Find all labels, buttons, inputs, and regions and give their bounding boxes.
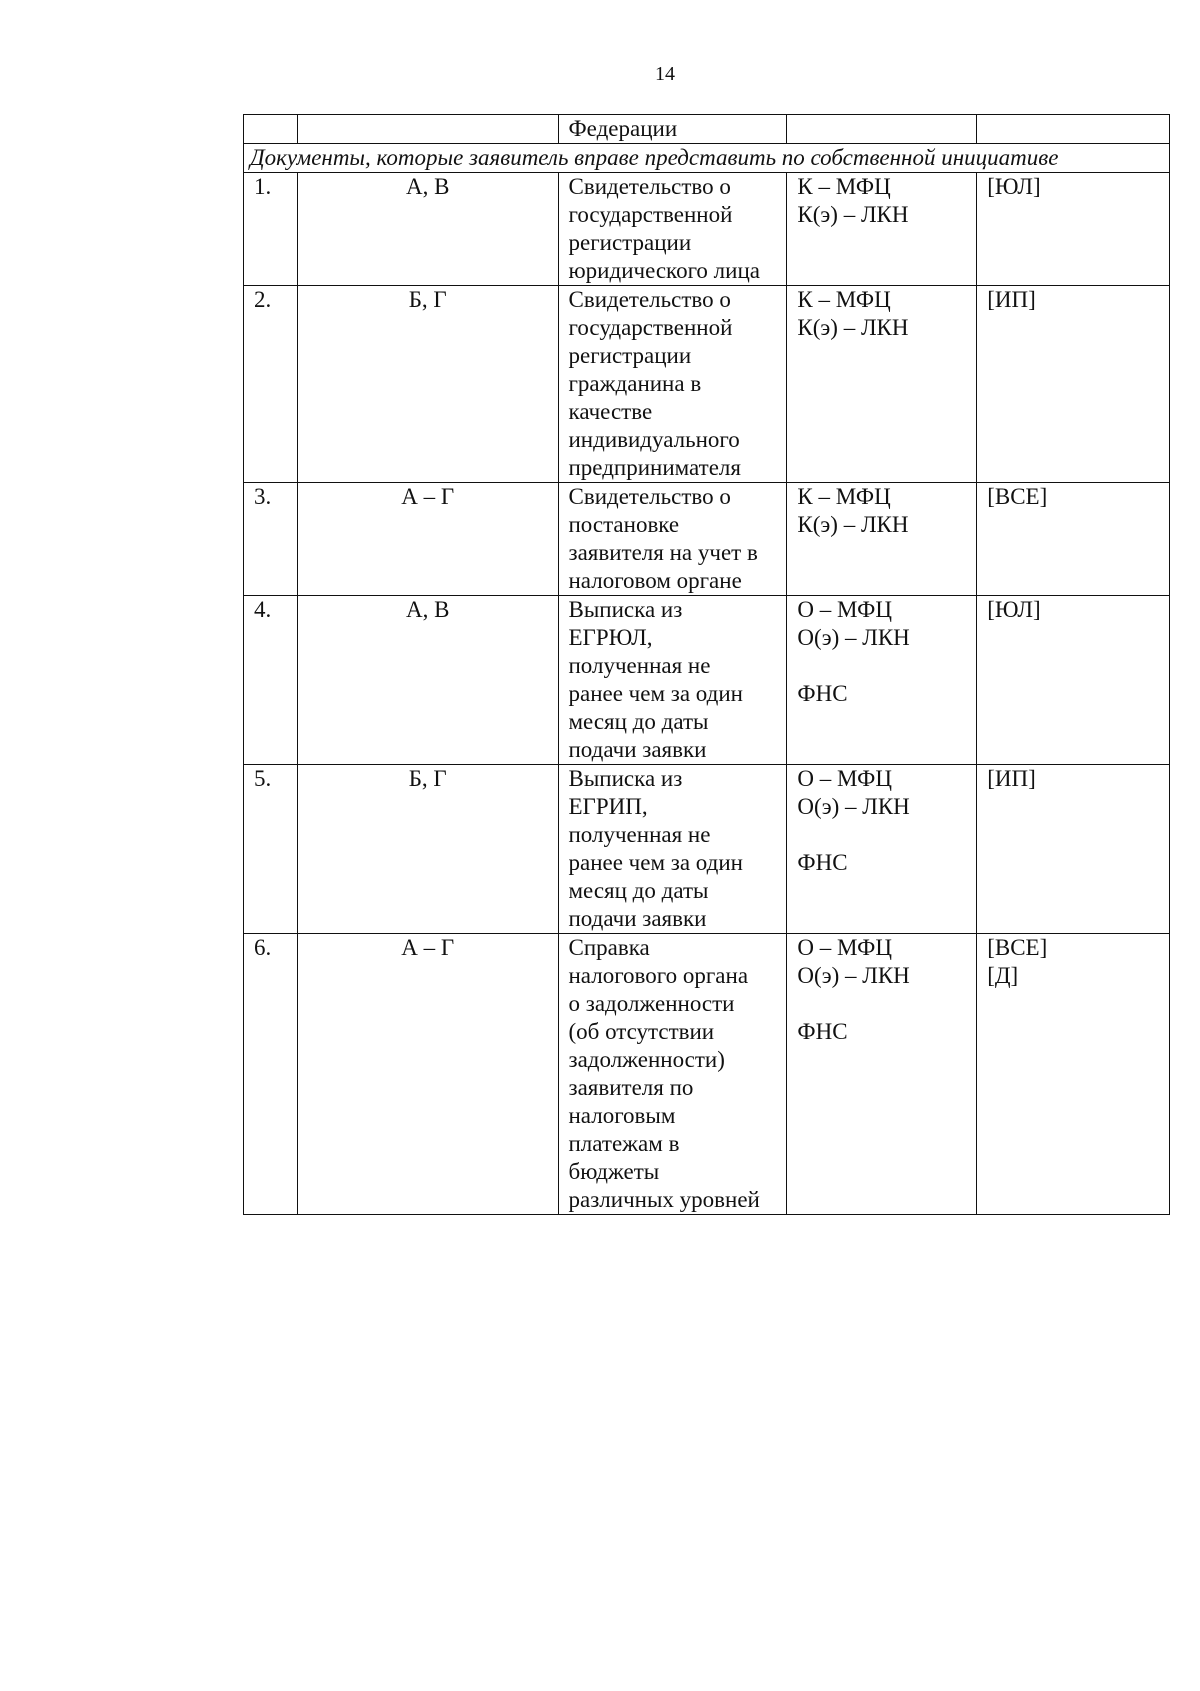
condition-line: [ВСЕ]: [987, 484, 1048, 509]
document-name-line: регистрации: [568, 230, 692, 255]
submission-method-cell: [787, 483, 977, 596]
submission-method-line: К(э) – ЛКН: [797, 315, 909, 340]
submission-method-line: [797, 652, 966, 680]
documents-table: [243, 114, 1170, 1215]
document-name-line: месяц до даты: [568, 878, 709, 903]
applicant-category-cell: А – Г: [297, 483, 558, 596]
continuation-method-cell: [787, 115, 977, 144]
section-title: Документы, которые заявитель вправе представить по собственной инициативе: [244, 144, 1170, 173]
documents-table-body: [244, 115, 1170, 1215]
table-row: [244, 596, 1170, 765]
condition-line: [ИП]: [987, 766, 1036, 791]
table-row: [244, 934, 1170, 1215]
document-name-line: полученная не: [568, 653, 711, 678]
condition-cell: [977, 934, 1170, 1215]
page-number: 14: [655, 63, 675, 85]
applicant-category-cell: А, В: [297, 596, 558, 765]
document-name-line: задолженности): [568, 1047, 725, 1072]
submission-method-line: О – МФЦ: [797, 935, 892, 960]
submission-method-line: О – МФЦ: [797, 766, 892, 791]
submission-method-line: К(э) – ЛКН: [797, 512, 909, 537]
table-row: [244, 765, 1170, 934]
condition-line: [ИП]: [987, 287, 1036, 312]
continuation-category-cell: [297, 115, 558, 144]
document-name-line: регистрации: [568, 343, 692, 368]
row-number-cell: 5.: [244, 765, 298, 934]
condition-line: [Д]: [987, 963, 1019, 988]
document-name-line: (об отсутствии: [568, 1019, 715, 1044]
document-name-cell: [558, 934, 787, 1215]
section-header-row: [244, 144, 1170, 173]
document-name-line: заявителя по: [568, 1075, 694, 1100]
applicant-category-cell: А – Г: [297, 934, 558, 1215]
condition-cell: [977, 286, 1170, 483]
document-name-cell: [558, 286, 787, 483]
document-name-line: налоговым: [568, 1103, 676, 1128]
document-name-cell: [558, 483, 787, 596]
condition-cell: [977, 173, 1170, 286]
document-name-cell: [558, 765, 787, 934]
document-name-line: Свидетельство о: [568, 174, 731, 199]
submission-method-line: [797, 990, 966, 1018]
document-name-line: подачи заявки: [568, 737, 707, 762]
submission-method-cell: [787, 596, 977, 765]
document-name-line: Свидетельство о: [568, 287, 731, 312]
submission-method-cell: [787, 934, 977, 1215]
submission-method-line: [797, 821, 966, 849]
document-name-line: заявителя на учет в: [568, 540, 758, 565]
document-name-line: постановке: [568, 512, 680, 537]
applicant-category-cell: Б, Г: [297, 765, 558, 934]
condition-line: [ЮЛ]: [987, 174, 1041, 199]
row-number-cell: 3.: [244, 483, 298, 596]
document-name-line: ЕГРЮЛ,: [568, 625, 653, 650]
submission-method-line: ФНС: [797, 1019, 848, 1044]
continuation-condition-cell: [977, 115, 1170, 144]
submission-method-line: К(э) – ЛКН: [797, 202, 909, 227]
document-name-line: Справка: [568, 935, 650, 960]
document-name-cell: [558, 173, 787, 286]
document-name-line: Свидетельство о: [568, 484, 731, 509]
document-name-line: бюджеты: [568, 1159, 660, 1184]
document-name-line: различных уровней: [568, 1187, 760, 1212]
document-name-line: предпринимателя: [568, 455, 741, 480]
document-name-line: государственной: [568, 202, 733, 227]
submission-method-cell: [787, 173, 977, 286]
condition-line: [ЮЛ]: [987, 597, 1041, 622]
document-name-line: налогового органа: [568, 963, 749, 988]
continuation-row: [244, 115, 1170, 144]
document-name-line: месяц до даты: [568, 709, 709, 734]
submission-method-cell: [787, 286, 977, 483]
document-name-line: Выписка из: [568, 766, 683, 791]
row-number-cell: 6.: [244, 934, 298, 1215]
submission-method-line: ФНС: [797, 681, 848, 706]
document-name-line: налоговом органе: [568, 568, 742, 593]
row-number-cell: 1.: [244, 173, 298, 286]
document-name-line: полученная не: [568, 822, 711, 847]
document-name-line: ранее чем за один: [568, 681, 743, 706]
condition-cell: [977, 765, 1170, 934]
document-name-line: ЕГРИП,: [568, 794, 648, 819]
applicant-category-cell: А, В: [297, 173, 558, 286]
document-name-line: государственной: [568, 315, 733, 340]
applicant-category-cell: Б, Г: [297, 286, 558, 483]
document-name-line: гражданина в: [568, 371, 702, 396]
submission-method-line: К – МФЦ: [797, 174, 891, 199]
row-number-cell: 2.: [244, 286, 298, 483]
table-row: [244, 483, 1170, 596]
document-name-line: индивидуального: [568, 427, 740, 452]
table-row: [244, 173, 1170, 286]
document-name-line: о задолженности: [568, 991, 735, 1016]
submission-method-line: К – МФЦ: [797, 287, 891, 312]
submission-method-cell: [787, 765, 977, 934]
submission-method-line: О – МФЦ: [797, 597, 892, 622]
document-name-cell: [558, 596, 787, 765]
submission-method-line: О(э) – ЛКН: [797, 794, 910, 819]
document-name-line: юридического лица: [568, 258, 760, 283]
document-name-line: подачи заявки: [568, 906, 707, 931]
condition-cell: [977, 596, 1170, 765]
document-name-line: качестве: [568, 399, 653, 424]
continuation-num-cell: [244, 115, 298, 144]
condition-cell: [977, 483, 1170, 596]
submission-method-line: О(э) – ЛКН: [797, 963, 910, 988]
row-number-cell: 4.: [244, 596, 298, 765]
submission-method-line: К – МФЦ: [797, 484, 891, 509]
table-row: [244, 286, 1170, 483]
document-name-line: Выписка из: [568, 597, 683, 622]
document-name-line: ранее чем за один: [568, 850, 743, 875]
submission-method-line: ФНС: [797, 850, 848, 875]
condition-line: [ВСЕ]: [987, 935, 1048, 960]
submission-method-line: О(э) – ЛКН: [797, 625, 910, 650]
continuation-document-cell: Федерации: [558, 115, 787, 144]
document-name-line: платежам в: [568, 1131, 680, 1156]
